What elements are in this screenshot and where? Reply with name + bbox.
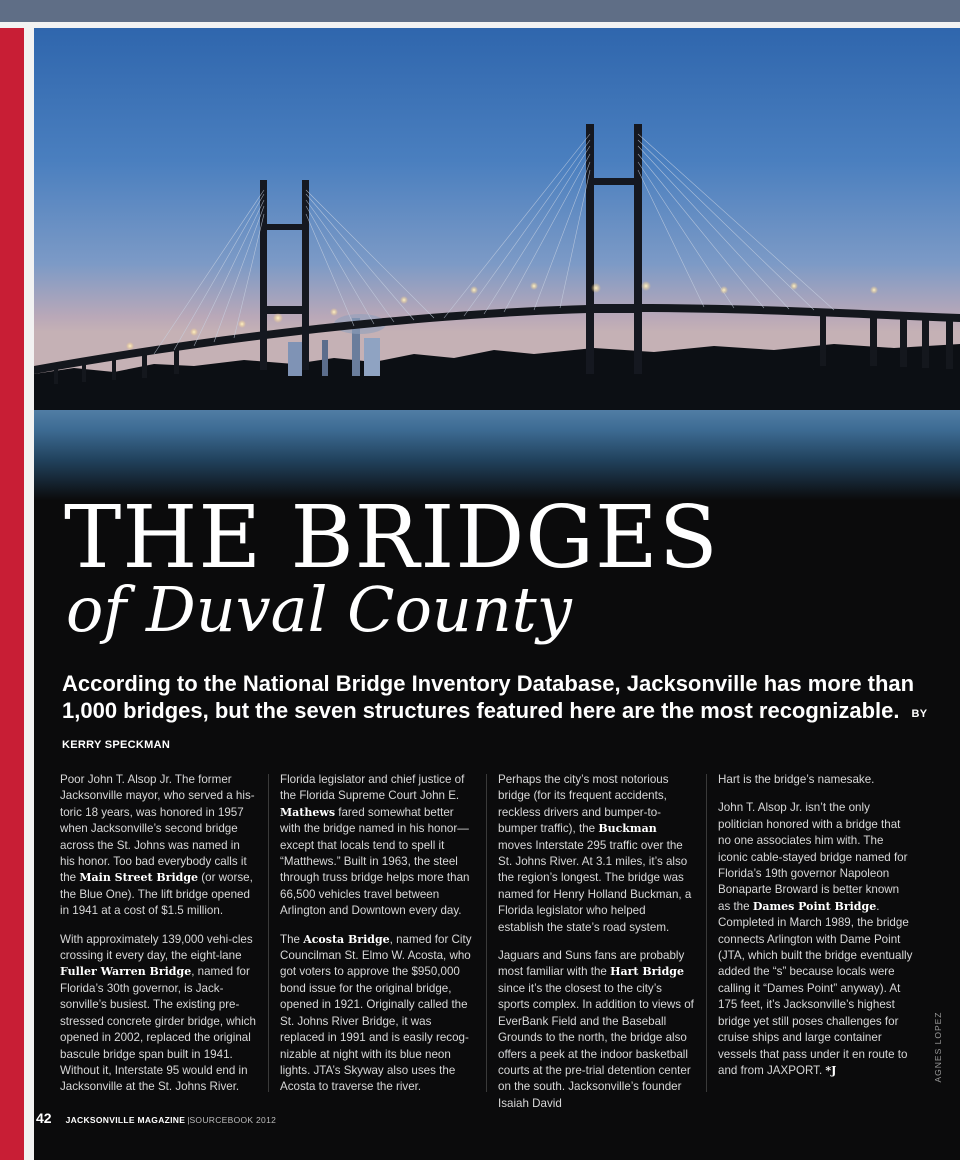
text: . Completed in March 1989, the bridge connects Arlington with Dame Point (JTA, which built the bridge eventually added the “s” because locals were calling it “Dames Point” anyway). At 175 feet, it’s Jacksonville’s highest bridge yet still poses challenges for cruise ships and large container vessels that pass under it en route to and from JAXPORT. (718, 899, 913, 1077)
end-mark: *J (825, 1063, 837, 1077)
text: Perhaps the city’s most notorious bridge (for its frequent accidents, reckless drivers and bumper-to-bumper traffic), the (498, 773, 669, 836)
magazine-name: JACKSONVILLE MAGAZINE (65, 1115, 186, 1125)
bridge-name-fuller-warren: Fuller Warren Bridge (60, 965, 192, 979)
column-rule (486, 774, 487, 1092)
bridge-name-mathews: Mathews (280, 805, 336, 819)
column-3 (498, 772, 694, 1124)
page-footer (36, 1110, 276, 1126)
text: since it’s the closest to the city’s sports complex. In addition to views of EverBank Field and the Baseball Grounds to the north, the bridge also offers a peek at the indoor basketball courts at the pre-trial detention center on the south. Jacksonville’s founder Isaiah David (498, 981, 694, 1110)
text: (or worse, the Blue One). The lift bridge opened in 1941 at a cost of $1.5 million. (60, 871, 253, 918)
text: With approximately 139,000 vehi-cles crossing it every day, the eight-lane (60, 932, 253, 963)
text: Poor John T. Alsop Jr. The former Jacksonville mayor, who served a his-toric 18 years, was honored in 1957 when Jacksonville’s second bridge across the St. Johns was named in his honor. Too bad everybody calls it the (60, 773, 255, 885)
photo-credit: AGNES LOPEZ (933, 1011, 943, 1083)
text: Jaguars and Suns fans are probably most familiar with the (498, 949, 685, 979)
column-4 (718, 772, 914, 1091)
paragraph (498, 772, 694, 936)
text: moves Interstate 295 traffic over the St. Johns River. At 3.1 miles, it’s also the region’s longest. The bridge was named for Henry Holland Buckman, a Florida legislator who helped establish the state’s road system. (498, 838, 692, 934)
text: , named for City Councilman St. Elmo W. Acosta, who got voters to approve the $950,000 bond issue for the original bridge, opened in 1921. Originally called the St. Johns River Bridge, it was replaced in 1991 and is easily recog-nizable at night with its blue neon lights. JTA’s Skyway also uses the Acosta to traverse the river. (280, 932, 472, 1094)
page-number: 42 (36, 1110, 52, 1126)
bridge-name-acosta: Acosta Bridge (303, 932, 390, 946)
paragraph (60, 932, 256, 1096)
headline-main: THE BRIDGES (64, 488, 719, 588)
paragraph (498, 948, 694, 1112)
text: Florida legislator and chief justice of the Florida Supreme Court John E. (280, 773, 465, 803)
top-color-band (0, 0, 960, 22)
paragraph (60, 772, 256, 920)
column-rule (268, 774, 269, 1092)
text: fared somewhat better with the bridge named in his honor—except that locals tend to spell it “Matthews.” Built in 1963, the steel through truss bridge helps more than 66,500 vehicles travel between Arlington and Downtown every day. (280, 805, 470, 918)
edge-gap (24, 28, 34, 1160)
text: John T. Alsop Jr. isn’t the only politician honored with a bridge that no one associates him with. The iconic cable-stayed bridge named for Florida’s 19th governor Napoleon Bonaparte Broward is better known as the (718, 801, 908, 913)
text: , named for Florida’s 30th governor, is Jack-sonville’s busiest. The existing pre-stressed concrete girder bridge, which opened in 2002, replaced the original bascule bridge span built in 1941. Without it, Interstate 95 would end in Jacksonville at the St. Johns River. (60, 965, 256, 1094)
deck-body: According to the National Bridge Inventory Database, Jacksonville has more than 1,000 bridges, but the seven structures featured here are the most recognizable. (62, 671, 915, 723)
deck-text (62, 670, 942, 759)
column-1 (60, 772, 256, 1108)
red-edge-bar (0, 28, 24, 1160)
footer-separator: | (187, 1115, 190, 1125)
byline: BY KERRY SPECKMAN (62, 708, 928, 751)
paragraph: Hart is the bridge’s namesake. (718, 773, 875, 786)
issue-name: SOURCEBOOK 2012 (189, 1115, 277, 1125)
paragraph (280, 772, 476, 920)
bridge-name-dames-point: Dames Point Bridge (752, 899, 877, 913)
paragraph (718, 800, 914, 1079)
column-rule (706, 774, 707, 1092)
bridge-name-hart: Hart Bridge (610, 965, 684, 979)
paragraph (280, 932, 476, 1096)
bridge-photo (34, 28, 960, 500)
column-2 (280, 772, 476, 1108)
bridge-name-buckman: Buckman (598, 822, 657, 836)
headline-sub: of Duval County (66, 573, 572, 646)
text: The (280, 932, 304, 946)
bridge-name-main-street: Main Street Bridge (79, 871, 199, 885)
